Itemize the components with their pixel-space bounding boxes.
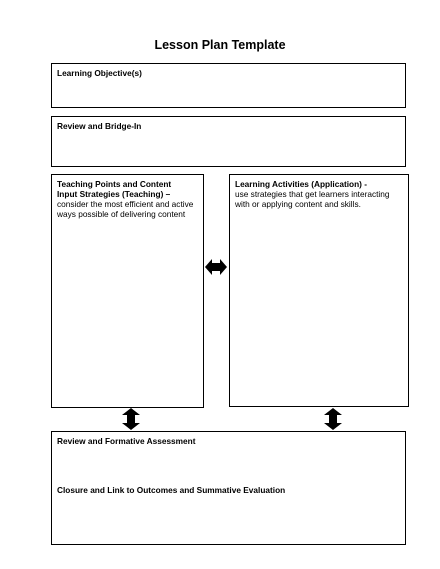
learning-objectives-box[interactable] [51, 63, 406, 108]
double-headed-horizontal-arrow-icon [205, 258, 227, 276]
closure-link-label: Closure and Link to Outcomes and Summative Evaluation [57, 485, 286, 495]
page-title: Lesson Plan Template [154, 38, 286, 52]
teaching-points-label-line1: Teaching Points and Content [57, 179, 172, 189]
learning-activities-box[interactable] [229, 174, 409, 407]
learning-objectives-label: Learning Objective(s) [57, 68, 142, 78]
learning-activities-text-line1: use strategies that get learners interacting [235, 189, 390, 199]
review-formative-assessment-box[interactable] [51, 431, 406, 545]
teaching-points-text-line1: consider the most efficient and active [57, 199, 194, 209]
teaching-points-label-line2: Input Strategies (Teaching) – [57, 189, 171, 199]
review-bridge-in-box[interactable] [51, 116, 406, 167]
double-headed-vertical-arrow-icon [323, 408, 343, 430]
review-formative-assessment-label: Review and Formative Assessment [57, 436, 196, 446]
double-headed-vertical-arrow-icon [121, 408, 141, 430]
learning-activities-label: Learning Activities (Application) - [235, 179, 367, 189]
teaching-points-text-line2: ways possible of delivering content [57, 209, 186, 219]
learning-activities-text-line2: with or applying content and skills. [235, 199, 361, 209]
teaching-points-box[interactable] [51, 174, 204, 408]
review-bridge-in-label: Review and Bridge-In [57, 121, 142, 131]
